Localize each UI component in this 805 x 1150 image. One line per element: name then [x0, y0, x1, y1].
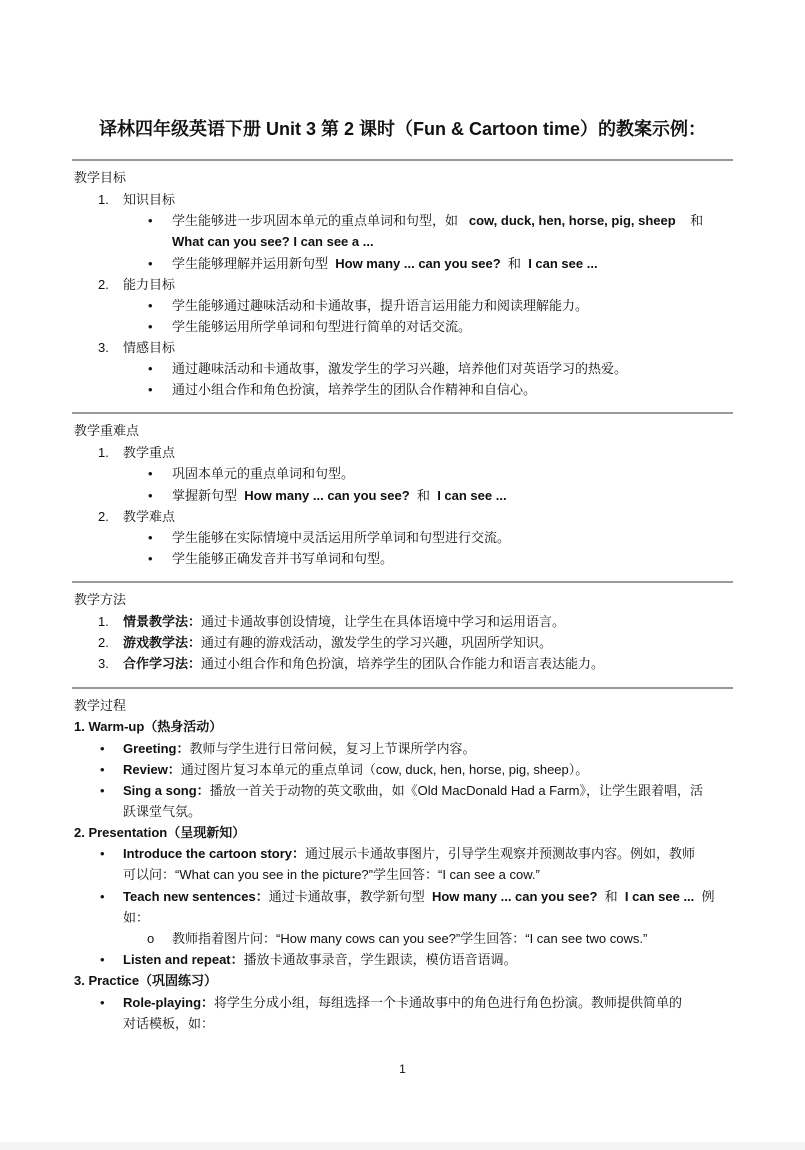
list-item: 巩固本单元的重点单词和句型。: [172, 466, 355, 481]
text: 和: [604, 889, 618, 904]
bold-text: How many ... can you see?: [431, 889, 598, 904]
list-item: [123, 655, 604, 672]
list-item: [123, 951, 517, 968]
list-number: 1.: [98, 445, 109, 460]
bullet-icon: •: [148, 382, 153, 397]
bullet-icon: •: [148, 319, 153, 334]
text: 和: [416, 488, 430, 503]
divider: [72, 581, 733, 583]
text: 通过有趣的游戏活动，激发学生的学习兴趣，巩固所学知识。: [201, 635, 553, 650]
page-number: 1: [399, 1062, 406, 1076]
text: 播放一首关于动物的英文歌曲，如《Old MacDonald Had a Farm》，让学生跟着唱，活: [209, 783, 704, 798]
text: 和: [690, 213, 704, 228]
text: 播放卡通故事录音，学生跟读，模仿语音语调。: [243, 952, 517, 967]
list-item: [123, 994, 682, 1011]
bold-text: Teach new sentences：: [123, 889, 269, 904]
bold-text: 情景教学法：: [123, 614, 202, 629]
list-item: 学生能够通过趣味活动和卡通故事，提升语言运用能力和阅读理解能力。: [172, 298, 589, 313]
subsection-title-knowledge: 知识目标: [123, 192, 176, 207]
bullet-icon: •: [100, 741, 105, 756]
text: 学生能够理解并运用新句型: [172, 256, 329, 271]
text: 和: [507, 256, 521, 271]
list-item: 通过趣味活动和卡通故事，激发学生的学习兴趣，培养他们对英语学习的热爱。: [172, 361, 628, 376]
bullet-icon: •: [100, 846, 105, 861]
divider: [72, 159, 733, 161]
text: 通过图片复习本单元的重点单词（cow, duck, hen, horse, pig, sheep）。: [180, 762, 589, 777]
list-item-continuation: 如：: [123, 910, 150, 925]
text: 掌握新句型: [172, 488, 238, 503]
document-title: 译林四年级英语下册 Unit 3 第 2 课时（Fun & Cartoon time）的教案示例：: [98, 119, 706, 139]
bullet-icon: •: [100, 952, 105, 967]
list-number: 1.: [98, 614, 109, 629]
bullet-icon: •: [100, 783, 105, 798]
list-item-continuation: 跃课堂气氛。: [123, 804, 202, 819]
divider: [72, 687, 733, 689]
list-number: 1.: [98, 192, 109, 207]
bold-text: Role-playing：: [123, 995, 215, 1010]
subsection-title-ability: 能力目标: [123, 277, 176, 292]
bold-text: 游戏教学法：: [123, 635, 202, 650]
subsection-title-presentation: 2. Presentation（呈现新知）: [74, 825, 246, 840]
bold-text: Review：: [123, 762, 181, 777]
bullet-icon: •: [148, 361, 153, 376]
subsection-title-emotion: 情感目标: [123, 340, 176, 355]
bold-text: I can see ...: [624, 889, 695, 904]
list-item: [123, 845, 695, 862]
circle-bullet-icon: o: [147, 931, 155, 946]
bold-text: What can you see? I can see a ...: [172, 234, 374, 249]
subsection-title-practice: 3. Practice（巩固练习）: [74, 973, 218, 988]
text: 教师与学生进行日常问候，复习上节课所学内容。: [189, 741, 476, 756]
bullet-icon: •: [148, 213, 153, 228]
bold-text: How many ... can you see?: [244, 488, 410, 503]
bold-text: Listen and repeat：: [123, 952, 244, 967]
text: 学生能够进一步巩固本单元的重点单词和句型，如: [172, 213, 459, 228]
subsection-title-focus: 教学重点: [123, 445, 176, 460]
bold-text: Sing a song：: [123, 783, 210, 798]
bullet-icon: •: [148, 256, 153, 271]
list-item: [172, 255, 598, 272]
bold-text: Greeting：: [123, 741, 190, 756]
bullet-icon: •: [148, 298, 153, 313]
divider: [72, 412, 733, 414]
list-item: 学生能够正确发音并书写单词和句型。: [172, 551, 394, 566]
bold-text: I can see ...: [437, 488, 507, 503]
section-heading-process: 教学过程: [74, 698, 127, 713]
list-item: [172, 487, 507, 504]
subsection-title-warmup: 1. Warm-up（热身活动）: [74, 719, 223, 734]
text: 例: [701, 889, 715, 904]
list-item: [123, 761, 588, 778]
bullet-icon: •: [148, 466, 153, 481]
bold-text: Introduce the cartoon story：: [123, 846, 306, 861]
section-heading-keypoints: 教学重难点: [74, 423, 140, 438]
bold-text: How many ... can you see?: [335, 256, 501, 271]
list-item: [123, 634, 552, 651]
text: 通过卡通故事，教学新句型: [268, 889, 425, 904]
bullet-icon: •: [148, 530, 153, 545]
list-number: 3.: [98, 656, 109, 671]
section-heading-objectives: 教学目标: [74, 170, 127, 185]
bold-text: I can see ...: [528, 256, 598, 271]
section-heading-methods: 教学方法: [74, 592, 127, 607]
text: 通过卡通故事创设情境，让学生在具体语境中学习和运用语言。: [201, 614, 566, 629]
bullet-icon: •: [100, 995, 105, 1010]
list-item-continuation: 可以问：“What can you see in the picture?”学生回答：“I can see a cow.”: [123, 867, 540, 882]
subsection-title-difficulty: 教学难点: [123, 509, 176, 524]
text: 将学生分成小组，每组选择一个卡通故事中的角色进行角色扮演。教师提供简单的: [214, 995, 683, 1010]
bullet-icon: •: [100, 889, 105, 904]
list-item-continuation: 对话模板，如：: [123, 1016, 215, 1031]
list-number: 3.: [98, 340, 109, 355]
bullet-icon: •: [100, 762, 105, 777]
bold-text: 合作学习法：: [123, 656, 202, 671]
list-item: [123, 888, 715, 905]
list-item: 通过小组合作和角色扮演，培养学生的团队合作精神和自信心。: [172, 382, 537, 397]
text: 通过展示卡通故事图片，引导学生观察并预测故事内容。例如，教师: [305, 846, 696, 861]
sub-list-item: 教师指着图片问：“How many cows can you see?”学生回答：“I can see two cows.”: [172, 931, 648, 946]
list-number: 2.: [98, 509, 109, 524]
bullet-icon: •: [148, 551, 153, 566]
text: 通过小组合作和角色扮演，培养学生的团队合作能力和语言表达能力。: [201, 656, 605, 671]
list-item: [123, 782, 703, 799]
list-item: [123, 613, 565, 630]
list-number: 2.: [98, 277, 109, 292]
list-item: [172, 212, 703, 229]
bold-text: cow, duck, hen, horse, pig, sheep: [468, 213, 676, 228]
list-item: [123, 740, 475, 757]
list-item: 学生能够运用所学单词和句型进行简单的对话交流。: [172, 319, 472, 334]
list-item: 学生能够在实际情境中灵活运用所学单词和句型进行交流。: [172, 530, 511, 545]
bullet-icon: •: [148, 488, 153, 503]
list-item-continuation: [172, 233, 374, 250]
list-number: 2.: [98, 635, 109, 650]
